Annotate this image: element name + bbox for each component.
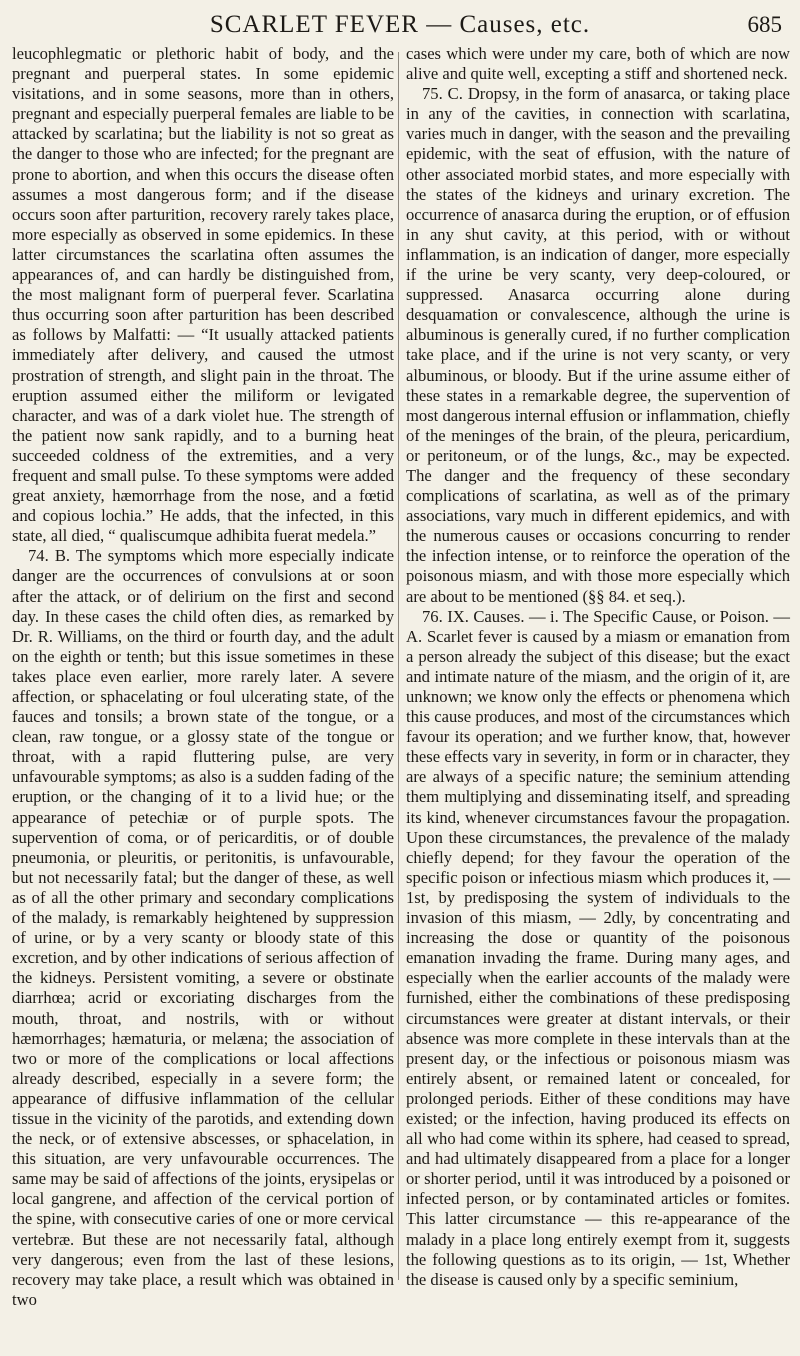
left-column xyxy=(12,44,394,1309)
paragraph-75: 75. C. Dropsy, in the form of anasarca, or taking place in any of the cavities, in connection with scarlatina, varies much in danger, with the season and the prevailing epidemic, with the seat of effusion, with the nature of other associated morbid states, and more especially with the states of the kidneys and urinary excretion. The occurrence of anasarca during the eruption, or of effusion in any shut cavity, at this period, with or without inflammation, is an indication of danger, more especially if the urine be very scanty, very deep-coloured, or suppressed. Anasarca occurring alone during desquamation or convalescence, although the urine is albuminous is generally cured, if no further complication take place, and if the urine is not very scanty, or very albuminous, or bloody. But if the urine assume either of these states in a remarkable degree, the supervention of most dangerous internal effusion or inflammation, chiefly of the meninges of the brain, of the pleura, pericardium, or peritoneum, or of the lungs, &c., may be expected. The danger and the frequency of these secondary complications of scarlatina, as well as of the primary associations, vary much in different epidemics, and with the numerous causes or occasions concurring to render the infection intense, or to reinforce the operation of the poisonous miasm, and with those more especially which are about to be mentioned (§§ 84. et seq.). xyxy=(406,84,790,606)
page-header xyxy=(10,8,790,42)
paragraph: cases which were under my care, both of which are now alive and quite well, excepting a stiff and shortened neck. xyxy=(406,44,790,84)
paragraph-76: 76. IX. Causes. — i. The Specific Cause, or Poison. — A. Scarlet fever is caused by a miasm or emanation from a person already the subject of this disease; but the exact and intimate nature of the miasm, and the origin of it, are unknown; we know only the effects or phenomena which this cause produces, and most of the circumstances which favour its operation; and we further know, that, however these effects vary in severity, in form or in character, they are always of a specific nature; the seminium attending them multiplying and disseminating itself, and spreading its kind, whenever circumstances favour the propagation. Upon these circumstances, the prevalence of the malady chiefly depend; for they favour the operation of the specific poison or infectious miasm which produces it, — 1st, by predisposing the system of individuals to the invasion of this miasm, — 2dly, by concentrating and increasing the dose or quantity of the poisonous emanation invading the frame. During many ages, and especially when the earlier accounts of the malady were furnished, either the combinations of these predisposing circumstances were greater at distant intervals, or their absence was more complete in these intervals than at the present day, or the infectious or poisonous miasm was entirely absent, or remained latent or concealed, for prolonged periods. Either of these conditions may have existed; or the infection, having produced its effects on all who had come within its sphere, had ceased to spread, and had ultimately disappeared from a place for a longer or shorter period, until it was introduced by a poisoned or infected person, or by contaminated articles or fomites. This latter circumstance — this re-appearance of the malady in a place long entirely exempt from it, suggests the following questions as to its origin, — 1st, Whether the disease is caused only by a specific seminium, xyxy=(406,606,790,1289)
paragraph: leucophlegmatic or plethoric habit of body, and the pregnant and puerperal states. In some epidemic visitations, and in some seasons, more than in others, pregnant and especially puerperal females are liable to be attacked by scarlatina; but the liability is not so great as the danger to those who are infected; for the pregnant are prone to abortion, and when this occurs the disease often assumes a most dangerous form; and if the disease occurs soon after parturition, recovery rarely takes place, more especially as observed in some epidemics. In these latter circumstances the scarlatina often assumes the appearances of, and can hardly be distinguished from, the most malignant form of puerperal fever. Scarlatina thus occurring soon after parturition has been described as follows by Malfatti: — “It usually attacked patients immediately after delivery, and caused the utmost prostration of strength, and slight pain in the throat. The eruption assumed either the miliform or levigated character, and was of a dark violet hue. The strength of the patient now sank rapidly, and to a burning heat succeeded coldness of the extremities, and a very frequent and small pulse. To these symptoms were added great anxiety, hæmorrhage from the nose, and a fœtid and copious lochia.” He adds, that the infected, in this state, all died, “ qualiscumque adhibita fuerat medela.” xyxy=(12,44,394,546)
right-column xyxy=(406,44,790,1289)
running-head: SCARLET FEVER — Causes, etc. xyxy=(209,11,591,38)
column-divider xyxy=(398,52,399,1280)
page-number: 685 xyxy=(747,12,782,37)
paragraph-74: 74. B. The symptoms which more especially indicate danger are the occurrences of convulsions at or soon after the attack, or of delirium on the first and second day. In these cases the child often dies, as remarked by Dr. R. Williams, on the third or fourth day, and the adult on the eighth or tenth; but this issue sometimes in these takes place even earlier, more rarely later. A severe affection, or sphacelating or foul ulcerating state, of the fauces and tonsils; a brown state of the tongue, or a clean, raw tongue, or a glossy state of the tongue or throat, with a rapid fluttering pulse, are very unfavourable symptoms; as also is a sudden fading of the eruption, or the changing of it to a livid hue; or the appearance of petechiæ or of purple spots. The supervention of coma, or of pericarditis, or of double pneumonia, or pleuritis, or peritonitis, is unfavourable, but not necessarily fatal; but the danger of these, as well as of all the other primary and secondary complications of the malady, is remarkably heightened by suppression of urine, or by a very scanty or bloody state of this excretion, and by other indications of serious affection of the kidneys. Persistent vomiting, a severe or obstinate diarrhœa; acrid or excoriating discharges from the mouth, throat, and nostrils, with or without hæmorrhages; hæmaturia, or melæna; the association of two or more of the complications or local affections already described, especially in a severe form; the appearance of diffusive inflammation of the cellular tissue in the vicinity of the parotids, and extending down the neck, or of extensive abscesses, or sphacelation, in this situation, are very unfavourable occurrences. The same may be said of affections of the joints, erysipelas or local gangrene, and affection of the cervical portion of the spine, with consecutive caries of one or more cervical vertebræ. But these are not necessarily fatal, although very dangerous; even from the last of these lesions, recovery may take place, a result which was obtained in two xyxy=(12,546,394,1309)
